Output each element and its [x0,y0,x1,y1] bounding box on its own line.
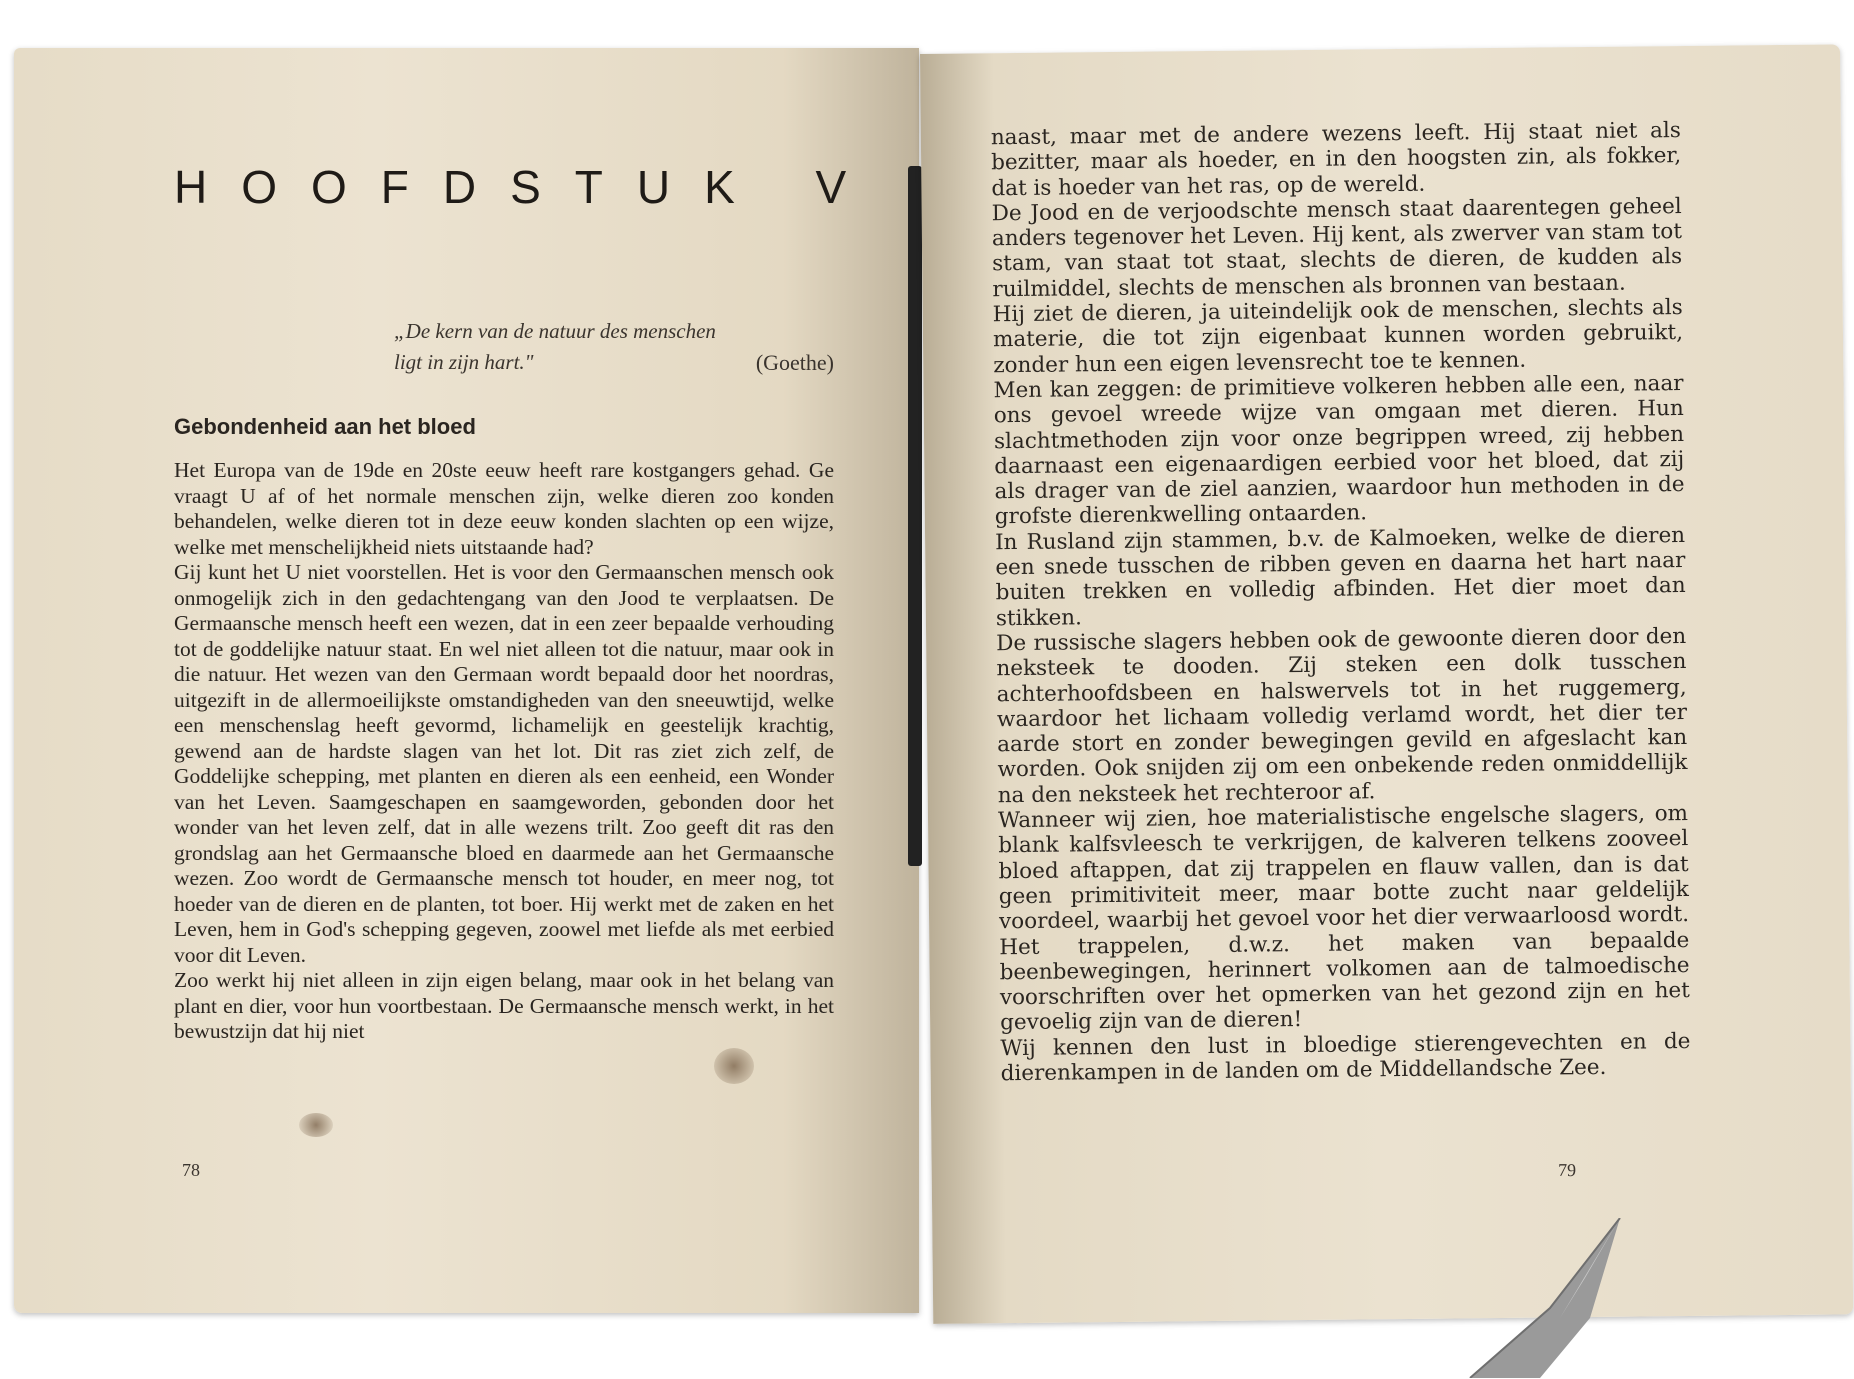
left-page-body [174,458,834,1045]
open-book [8,48,1846,1338]
paragraph: Gij kunt het U niet voorstellen. Het is voor den Germaanschen mensch ook onmogelijk zich in den gedachtengang van den Jood te verplaatsen. De Germaansche mensch heeft een wezen, dat in een zeer bepaalde verhouding tot de goddelijke natuur staat. En wel niet alleen tot die natuur, maar ook in die natuur. Het wezen van den Germaan wordt bepaald door het noordras, uitgezift in de allermoeilijkste omstandigheden van den sneeuwtijd, welke een menschenslag heeft gevormd, lichamelijk en geestelijk krachtig, gewend aan de hardste slagen van het lot. Dit ras ziet zich zelf, de Goddelijke schepping, met planten en dieren als een eenheid, een Wonder van het Leven. Saamgeschapen en saamgeworden, gebonden door het wonder van het leven zelf, dat in alle wezens trilt. Zoo geeft dit ras den grondslag aan het Germaansche bloed en daarmede aan het Germaansche wezen. Zoo wordt de Germaansche mensch tot houder, en meer nog, tot hoeder van de dieren en de planten, tot boer. Hij werkt met de zaken en het Leven, hem in God's schepping gegeven, zoowel met liefde als met eerbied voor dit Leven. [174,560,834,967]
paragraph: In Rusland zijn stammen, b.v. de Kalmoeken, welke de dieren een snede tusschen de ribben geven en daarna het hart naar buiten trekken en volledig afbinden. Het dier moet dan stikken. [994,522,1686,631]
stain-mark [714,1048,754,1084]
book-spine [908,166,922,866]
paragraph: Hij ziet de dieren, ja uiteindelijk ook de menschen, slechts als materie, die tot zijn eigenbaat kunnen worden gebruikt, zonder hun een eigen levensrecht toe te kennen. [992,295,1684,378]
right-page-body [991,118,1691,1086]
quote-author: (Goethe) [755,350,834,375]
chapter-title: HOOFDSTUK V [174,161,881,213]
section-heading: Gebondenheid aan het bloed [174,414,476,439]
paragraph: Wij kennen den lust in bloedige stierengevechten en de dierenkampen in de landen om de Middellandsche Zee. [1000,1028,1691,1087]
page-number-left: 78 [182,1160,200,1180]
paragraph: Het Europa van de 19de en 20ste eeuw heeft rare kostgangers gehad. Ge vraagt U af of het normale menschen zijn, welke dieren zoo konden behandelen, welke dieren tot in deze eeuw konden slachten op een wijze, welke met menschelijkheid niets uitstaande had? [174,458,834,559]
paragraph: Wanneer wij zien, hoe materialistische engelsche slagers, om blank kalfsvleesch te verkrijgen, de kalveren telkens zooveel bloed aftappen, dat zij trappelen en flauw vallen, dan is dat geen primitiviteit meer, maar botte zucht naar geldelijk voordeel, waarbij het gevoel voor het dier verwaarloosd wordt. Het trappelen, d.w.z. het maken van bepaalde beenbewegingen, herinnert volkomen aan de talmoedische voorschriften over het opmerken van het gezond zijn en het gevoelig zijn van de dieren! [997,801,1690,1036]
paragraph: Zoo werkt hij niet alleen in zijn eigen belang, maar ook in het belang van plant en dier, voor hun voortbestaan. De Germaansche mensch werkt, in het bewustzijn dat hij niet [174,968,834,1043]
paragraph: naast, maar met de andere wezens leeft. Hij staat niet als bezitter, maar als hoeder, en in den hoogsten zin, als fokker, dat is hoeder van het ras, op de wereld. [990,118,1682,201]
quote-line-1: „De kern van de natuur des menschen [394,319,716,343]
stain-mark [299,1113,333,1137]
right-page [920,44,1853,1324]
left-page [14,48,919,1313]
paragraph: De Jood en de verjoodschte mensch staat daarentegen geheel anders tegenover het Leven. Hij kent, als zwerver van stam tot stam, van staat tot staat, slechts de dieren, de kudden als ruilmiddel, slechts de menschen als bronnen van bestaan. [991,193,1683,303]
epigraph-quote [394,316,834,378]
paragraph: Men kan zeggen: de primitieve volkeren hebben alle een, naar ons gevoel wreede wijze van omgaan met dieren. Hun slachtmethoden zijn voor onze begrippen wreed, zij hebben daarnaast een eigenaardigen eerbied voor het bloed, dat zij als drager van de ziel aanzien, waardoor hun methoden in de grofste dierenkwelling ontaarden. [993,370,1685,530]
quote-line-2: ligt in zijn hart." [394,350,534,374]
page-number-right: 79 [1557,1159,1577,1181]
paragraph: De russische slagers hebben ook de gewoonte dieren door den neksteek te dooden. Zij steken een dolk tusschen achterhoofdsbeen en halswervels tot in het ruggemerg, waardoor het lichaam volledig verlamd wordt, het dier ter aarde stort en zonder bewegingen gevild en afgeslacht kan worden. Ook snijden zij om een onbekende reden onmiddellijk na den neksteek het rechteroor af. [996,623,1688,808]
scissors-blade-icon [1410,1218,1630,1378]
